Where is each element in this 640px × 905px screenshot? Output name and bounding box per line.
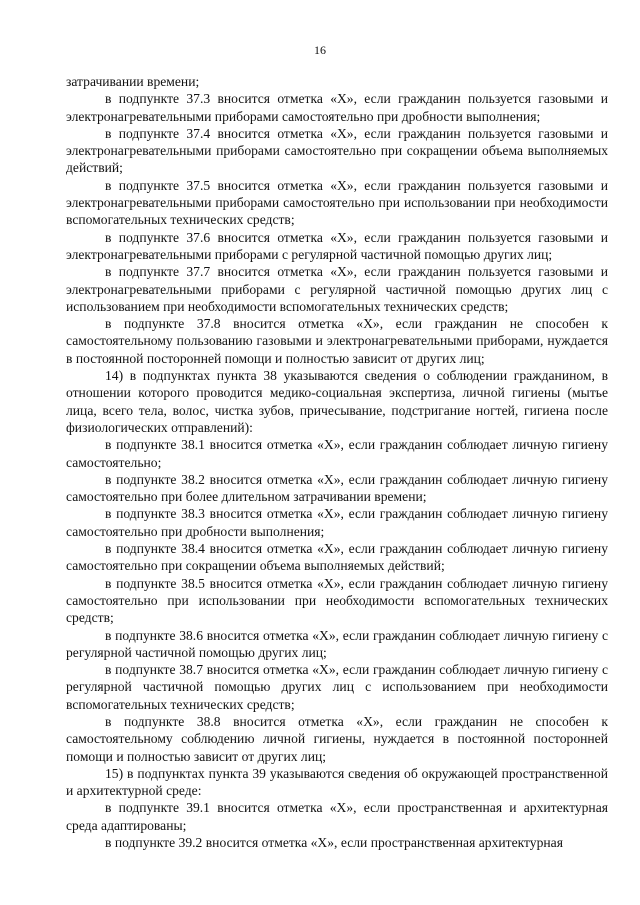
paragraph: в подпункте 39.2 вносится отметка «Х», если пространственная архитектурная (105, 835, 563, 851)
paragraph: в подпункте 37.3 вносится отметка «Х», если гражданин пользуется газовыми и электронагревательными приборами самостоятельно при дробности выполнения; (66, 91, 608, 124)
paragraph: в подпункте 37.6 вносится отметка «Х», если гражданин пользуется газовыми и электронагревательными приборами с регулярной частичной помощью других лиц; (66, 229, 608, 262)
paragraph: 14) в подпунктах пункта 38 указываются сведения о соблюдении гражданином, в отношении которого проводится медико-социальная экспертиза, личной гигиены (мытье лица, всего тела, волос, чистка зубов, причесывание, подстригание ногтей, гигиена после физиологических отправлений): (66, 368, 608, 435)
paragraph: в подпункте 38.4 вносится отметка «Х», если гражданин соблюдает личную гигиену самостоятельно при сокращении объема выполняемых действий; (66, 541, 608, 574)
paragraph: в подпункте 38.6 вносится отметка «Х», если гражданин соблюдает личную гигиену с регулярной частичной помощью других лиц; (66, 627, 608, 660)
paragraph: в подпункте 37.4 вносится отметка «Х», если гражданин пользуется газовыми и электронагревательными приборами самостоятельно при сокращении объема выполняемых действий; (66, 125, 608, 176)
paragraph: в подпункте 38.7 вносится отметка «Х», если гражданин соблюдает личную гигиену с регулярной частичной помощью других лиц с использованием при необходимости вспомогательных технических средств; (66, 662, 608, 712)
page-number: 16 (314, 43, 326, 57)
paragraph: в подпункте 37.8 вносится отметка «Х», если гражданин не способен к самостоятельному пользованию газовыми и электронагревательными приборами, нуждается в постоянной посторонней помощи и полностью зависит от других лиц; (66, 316, 608, 366)
paragraph: в подпункте 39.1 вносится отметка «Х», если пространственная и архитектурная среда адаптированы; (66, 800, 608, 833)
paragraph: в подпункте 37.5 вносится отметка «Х», если гражданин пользуется газовыми и электронагревательными приборами самостоятельно при использовании при необходимости вспомогательных технических средств; (66, 177, 608, 228)
paragraph: в подпункте 38.1 вносится отметка «Х», если гражданин соблюдает личную гигиену самостоятельно; (66, 437, 608, 470)
paragraph: 15) в подпунктах пункта 39 указываются сведения об окружающей пространственной и архитектурной среде: (66, 765, 608, 799)
document-body (66, 73, 608, 851)
paragraph: в подпункте 38.8 вносится отметка «Х», если гражданин не способен к самостоятельному соблюдению личной гигиены, нуждается в постоянной посторонней помощи и полностью зависит от других лиц; (66, 713, 608, 764)
paragraph: затрачивании времени; (66, 74, 200, 89)
paragraph: в подпункте 38.5 вносится отметка «Х», если гражданин соблюдает личную гигиену самостоятельно при использовании при необходимости вспомогательных технических средств; (66, 575, 608, 626)
paragraph: в подпункте 38.2 вносится отметка «Х», если гражданин соблюдает личную гигиену самостоятельно при более длительном затрачивании времени; (66, 471, 608, 505)
paragraph: в подпункте 38.3 вносится отметка «Х», если гражданин соблюдает личную гигиену самостоятельно при дробности выполнения; (66, 506, 608, 539)
paragraph: в подпункте 37.7 вносится отметка «Х», если гражданин пользуется газовыми и электронагревательными приборами с регулярной частичной помощью других лиц с использованием при необходимости вспомогательных технических средств; (66, 264, 608, 314)
